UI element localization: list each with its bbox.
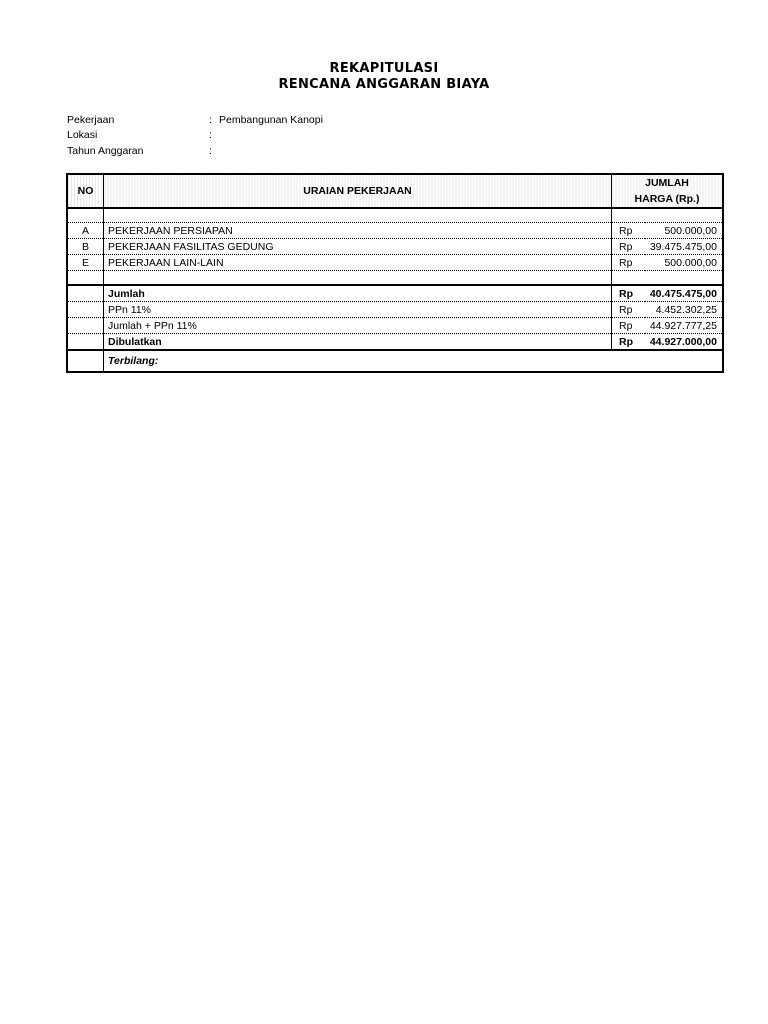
table-row bbox=[67, 239, 723, 255]
table-row bbox=[67, 255, 723, 271]
summary-row-ppn bbox=[67, 302, 723, 318]
terbilang-label: Terbilang: bbox=[108, 355, 159, 367]
summary-label: PPn 11% bbox=[104, 302, 612, 318]
document-subtitle: RENCANA ANGGARAN BIAYA bbox=[278, 77, 490, 92]
summary-amount: 4.452.302,25 bbox=[645, 302, 723, 318]
item-no: A bbox=[67, 223, 104, 239]
item-uraian: PEKERJAAN PERSIAPAN bbox=[104, 223, 612, 239]
info-colon: : bbox=[209, 129, 212, 141]
budget-table bbox=[66, 173, 724, 373]
item-no: E bbox=[67, 255, 104, 271]
info-label: Pekerjaan bbox=[67, 114, 115, 126]
item-currency: Rp bbox=[612, 239, 646, 255]
header-jumlah bbox=[612, 174, 724, 208]
table-header bbox=[67, 174, 723, 208]
summary-row-dibulatkan bbox=[67, 334, 723, 351]
header-uraian: URAIAN PEKERJAAN bbox=[104, 174, 612, 208]
item-currency: Rp bbox=[612, 255, 646, 271]
summary-label: Jumlah bbox=[104, 285, 612, 302]
summary-currency: Rp bbox=[612, 302, 646, 318]
header-no: NO bbox=[67, 174, 104, 208]
item-amount: 39.475.475,00 bbox=[645, 239, 723, 255]
header-jumlah-line1: JUMLAH bbox=[645, 177, 689, 189]
summary-row-jumlah bbox=[67, 285, 723, 302]
item-currency: Rp bbox=[612, 223, 646, 239]
summary-amount: 44.927.000,00 bbox=[645, 334, 723, 351]
header-jumlah-line2: HARGA (Rp.) bbox=[634, 193, 700, 205]
item-no: B bbox=[67, 239, 104, 255]
info-colon: : bbox=[209, 145, 212, 157]
item-amount: 500.000,00 bbox=[645, 255, 723, 271]
info-colon: : bbox=[209, 114, 212, 126]
table-row bbox=[67, 223, 723, 239]
summary-currency: Rp bbox=[612, 285, 646, 302]
item-amount: 500.000,00 bbox=[645, 223, 723, 239]
info-label: Lokasi bbox=[67, 129, 98, 141]
summary-label: Jumlah + PPn 11% bbox=[104, 318, 612, 334]
summary-currency: Rp bbox=[612, 334, 646, 351]
item-uraian: PEKERJAAN LAIN-LAIN bbox=[104, 255, 612, 271]
table-row-spacer bbox=[67, 208, 723, 223]
info-label: Tahun Anggaran bbox=[67, 145, 144, 157]
info-value: Pembangunan Kanopi bbox=[219, 114, 323, 126]
summary-label: Dibulatkan bbox=[104, 334, 612, 351]
document-title: REKAPITULASI bbox=[329, 61, 439, 76]
summary-amount: 44.927.777,25 bbox=[645, 318, 723, 334]
summary-row-jumlah-ppn bbox=[67, 318, 723, 334]
summary-amount: 40.475.475,00 bbox=[645, 285, 723, 302]
summary-currency: Rp bbox=[612, 318, 646, 334]
item-uraian: PEKERJAAN FASILITAS GEDUNG bbox=[104, 239, 612, 255]
table-row-spacer bbox=[67, 271, 723, 286]
terbilang-row bbox=[67, 350, 723, 372]
